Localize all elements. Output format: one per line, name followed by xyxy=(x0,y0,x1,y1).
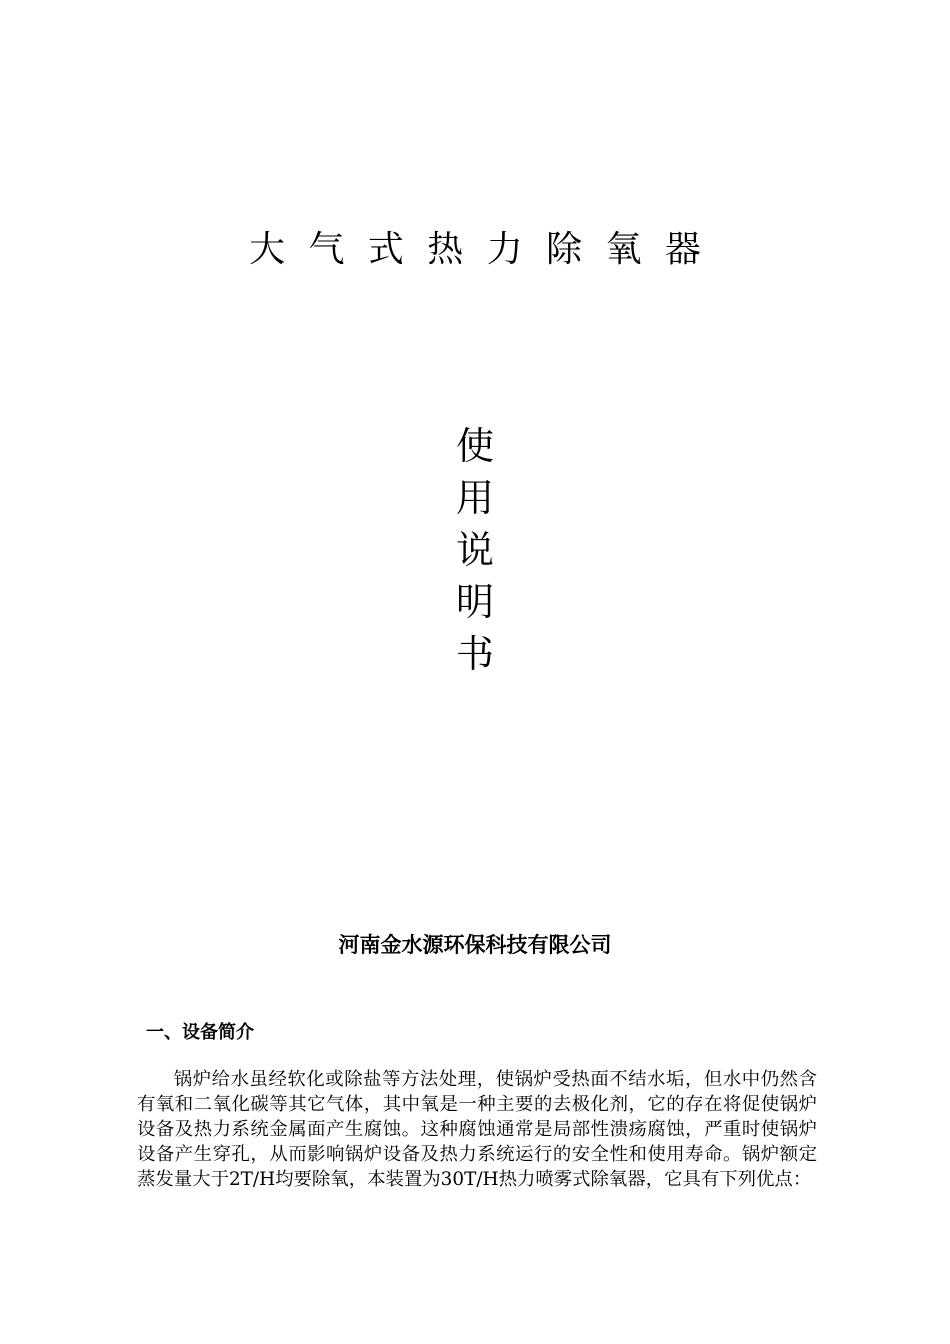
section-paragraph: 锅炉给水虽经软化或除盐等方法处理，使锅炉受热面不结水垢，但水中仍然含有氧和二氧化碳等其它气体，其中氧是一种主要的去极化剂，它的存在将促使锅炉设备及热力系统金属面产生腐蚀。这种腐蚀通常是局部性溃疡腐蚀，严重时使锅炉设备产生穿孔，从而影响锅炉设备及热力系统运行的安全性和使用寿命。锅炉额定蒸发量大于2T/H均要除氧，本装置为30T/H热力喷雾式除氧器，它具有下列优点： xyxy=(137,1069,817,1190)
section-heading: 一、设备简介 xyxy=(146,1022,254,1043)
company-name: 河南金水源环保科技有限公司 xyxy=(338,933,612,957)
document-title: 大气式热力除氧器 xyxy=(249,229,725,270)
document-subtitle: 使 用 说 明 书 xyxy=(455,424,494,676)
